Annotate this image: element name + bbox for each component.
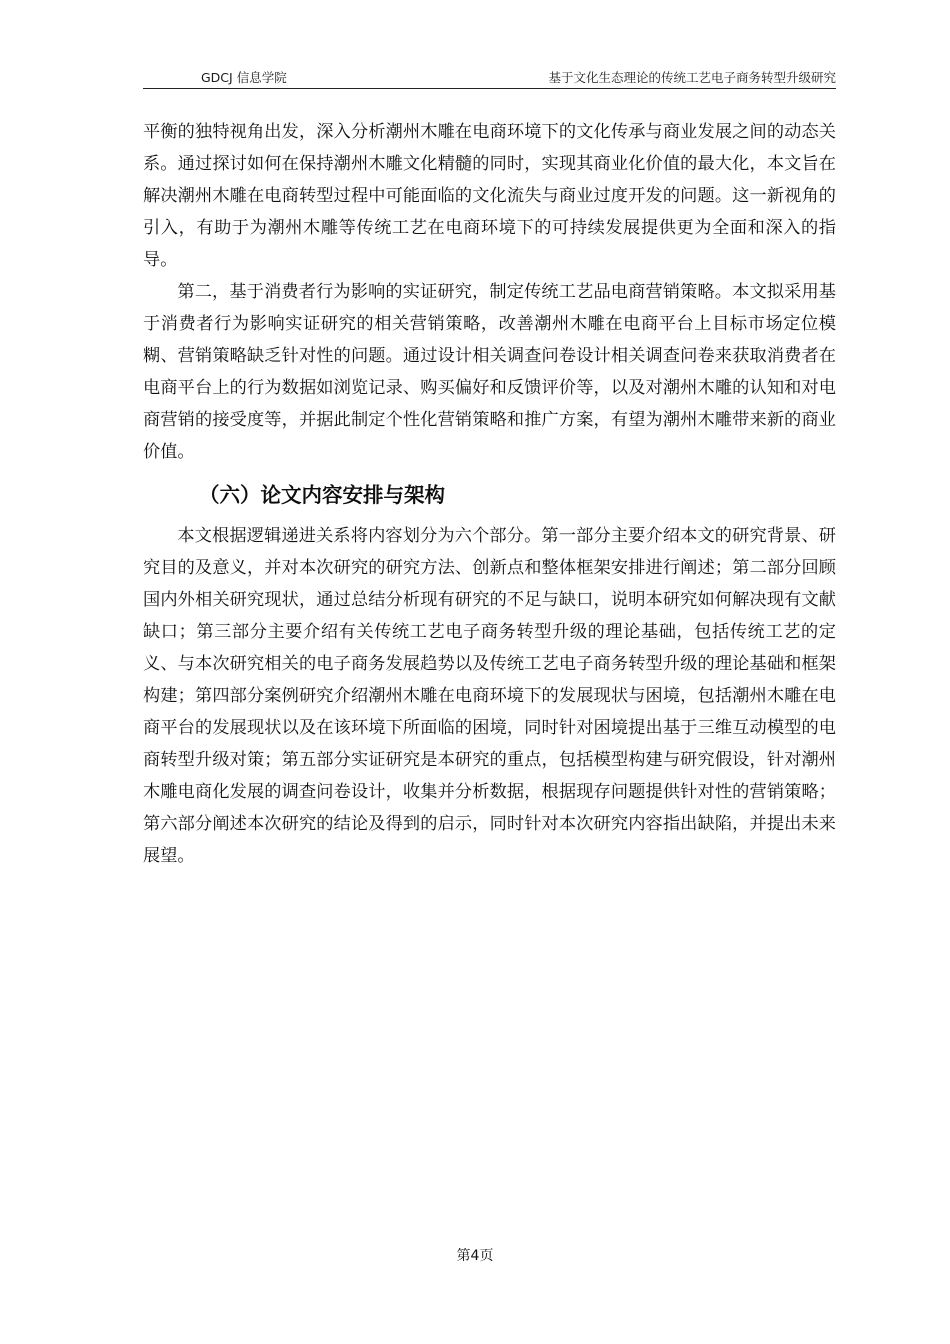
header-paper-title: 基于文化生态理论的传统工艺电子商务转型升级研究 bbox=[548, 70, 836, 85]
page-number: 第4页 bbox=[456, 1248, 494, 1264]
header-institution: GDCJ 信息学院 bbox=[201, 70, 287, 85]
page-header bbox=[143, 66, 836, 89]
section-heading: （六）论文内容安排与架构 bbox=[199, 483, 445, 507]
paragraph-continuation: 平衡的独特视角出发，深入分析潮州木雕在电商环境下的文化传承与商业发展之间的动态关系。通过探讨如何在保持潮州木雕文化精髓的同时，实现其商业化价值的最大化，本文旨在解决潮州木雕在电商转型过程中可能面临的文化流失与商业过度开发的问题。这一新视角的引入，有助于为潮州木雕等传统工艺在电商环境下的可持续发展提供更为全面和深入的指导。 bbox=[143, 122, 836, 270]
paragraph-structure: 本文根据逻辑递进关系将内容划分为六个部分。第一部分主要介绍本文的研究背景、研究目的及意义，并对本次研究的研究方法、创新点和整体框架安排进行阐述；第二部分回顾国内外相关研究现状，通过总结分析现有研究的不足与缺口，说明本研究如何解决现有文献缺口；第三部分主要介绍有关传统工艺电子商务转型升级的理论基础，包括传统工艺的定义、与本次研究相关的电子商务发展趋势以及传统工艺电子商务转型升级的理论基础和框架构建；第四部分案例研究介绍潮州木雕在电商环境下的发展现状与困境，包括潮州木雕在电商平台的发展现状以及在该环境下所面临的困境，同时针对困境提出基于三维互动模型的电商转型升级对策；第五部分实证研究是本研究的重点，包括模型构建与研究假设，针对潮州木雕电商化发展的调查问卷设计，收集并分析数据，根据现存问题提供针对性的营销策略；第六部分阐述本次研究的结论及得到的启示，同时针对本次研究内容指出缺陷，并提出未来展望。 bbox=[143, 526, 836, 866]
paragraph-second-point: 第二，基于消费者行为影响的实证研究，制定传统工艺品电商营销策略。本文拟采用基于消费者行为影响实证研究的相关营销策略，改善潮州木雕在电商平台上目标市场定位模糊、营销策略缺乏针对性的问题。通过设计相关调查问卷设计相关调查问卷来获取消费者在电商平台上的行为数据如浏览记录、购买偏好和反馈评价等，以及对潮州木雕的认知和对电商营销的接受度等，并据此制定个性化营销策略和推广方案，有望为潮州木雕带来新的商业价值。 bbox=[143, 282, 836, 462]
page-body bbox=[143, 116, 836, 872]
